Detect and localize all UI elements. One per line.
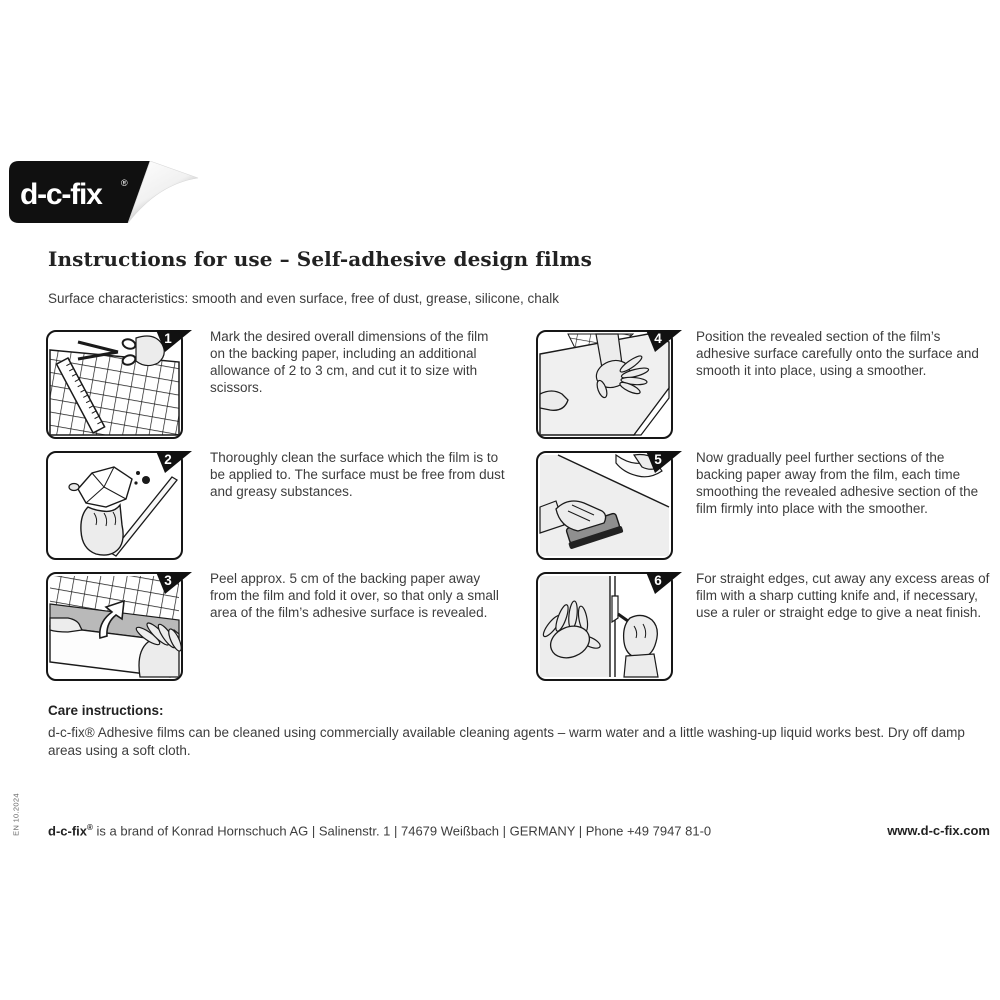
company-info (48, 823, 711, 838)
care-instructions-heading: Care instructions: (48, 703, 164, 718)
footer-brand: d-c-fix (48, 823, 87, 839)
care-instructions-section (48, 703, 993, 760)
care-instructions-body: d-c-fix® Adhesive films can be cleaned using commercially available cleaning agents – warm water and a little washing-up liquid works best. Dry off damp areas using a soft cloth. (48, 725, 965, 758)
logo-registered-mark: ® (121, 178, 128, 188)
step-text-1: Mark the desired overall dimensions of the film on the backing paper, including an additional allowance of 2 to 3 cm, and cut it to size with scissors. (210, 329, 489, 395)
dcfix-logo (9, 161, 199, 223)
edition-code: EN 10.2024 (11, 793, 21, 836)
step-number-badge (156, 330, 192, 352)
step-number-badge (156, 572, 192, 594)
logo-wordmark: d-c-fix (20, 178, 102, 211)
step-text-3: Peel approx. 5 cm of the backing paper away from the film and fold it over, so that only a small area of the film’s adhesive surface is revealed. (210, 571, 499, 620)
step-number-badge (646, 330, 682, 352)
footer-company-line: is a brand of Konrad Hornschuch AG | Salinenstr. 1 | 74679 Weißbach | GERMANY | Phone +49 7947 81-0 (92, 823, 712, 839)
step-number: 4 (654, 331, 662, 346)
dcfix-logo-icon (9, 161, 199, 223)
step-figure-6 (536, 572, 673, 681)
step-number-badge (156, 451, 192, 473)
step-number: 1 (164, 331, 172, 346)
step-number: 2 (164, 452, 172, 467)
page-title: Instructions for use – Self-adhesive design films (48, 247, 592, 271)
step-figure-4 (536, 330, 673, 439)
surface-note: Surface characteristics: smooth and even surface, free of dust, grease, silicone, chalk (48, 291, 560, 306)
step-figure-5 (536, 451, 673, 560)
step-figure-1 (46, 330, 183, 439)
footer (48, 823, 990, 838)
website-link[interactable]: www.d-c-fix.com (887, 823, 990, 839)
step-figure-3 (46, 572, 183, 681)
step-number: 3 (164, 573, 172, 588)
step-number-badge (646, 572, 682, 594)
step-number: 6 (654, 573, 662, 588)
step-text-6: For straight edges, cut away any excess areas of film with a sharp cutting knife and, if necessary, use a ruler or straight edge to give a neat finish. (696, 571, 990, 620)
step-text-4: Position the revealed section of the film’s adhesive surface carefully onto the surface and smooth it into place, using a smoother. (696, 329, 979, 378)
step-text-5: Now gradually peel further sections of the backing paper away from the film, each time smoothing the revealed adhesive section of the film firmly into place with the smoother. (696, 450, 979, 516)
step-number-badge (646, 451, 682, 473)
footer-registered-mark: ® (87, 823, 93, 832)
step-figure-2 (46, 451, 183, 560)
step-number: 5 (654, 452, 662, 467)
step-text-2: Thoroughly clean the surface which the film is to be applied to. The surface must be free from dust and greasy substances. (210, 450, 505, 499)
instruction-steps (46, 330, 990, 681)
